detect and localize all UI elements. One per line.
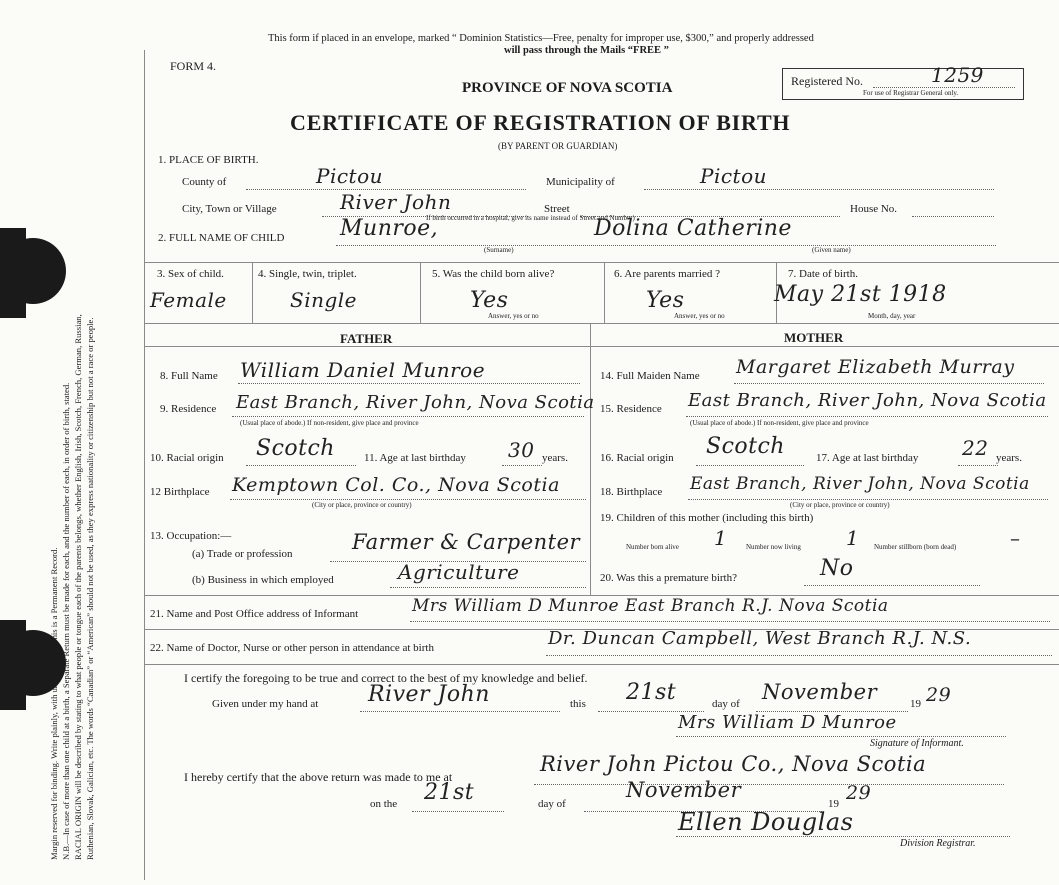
father-age: 30 — [508, 438, 535, 462]
business-line — [390, 587, 586, 588]
registrar-day-line — [412, 811, 504, 812]
registrar-place: River John Pictou Co., Nova Scotia — [540, 752, 927, 776]
informant-signature-line — [676, 736, 1006, 737]
given-year: 29 — [926, 684, 952, 706]
form-number: FORM 4. — [170, 59, 217, 73]
mother-name-line — [734, 383, 1044, 384]
margin-line-1: Margin reserved for binding. Write plainly, with unfading ink. This is a Permanent Record. — [49, 547, 59, 860]
informant-value: Mrs William D Munroe East Branch R.J. Nova Scotia — [412, 596, 889, 616]
margin-line-3: RACIAL ORIGIN will be described by stating to what people or tongue each of the parents belongs, whether English, Irish, Scotch, French, German, Russian, — [73, 314, 83, 860]
house-line — [912, 216, 994, 217]
child-given-name: Dolina Catherine — [594, 216, 792, 241]
mother-residence-caption: (Usual place of abode.) If non-resident, give place and province — [690, 419, 869, 427]
given-this-label: this — [570, 698, 586, 710]
stillborn-count-label: Number stillborn (born dead) — [874, 543, 957, 551]
rule-row3-bottom — [145, 323, 1059, 324]
street-label: Street — [544, 203, 570, 215]
born-alive-value: Yes — [470, 288, 509, 313]
father-race-label: 10. Racial origin — [150, 452, 224, 464]
postal-notice-2: will pass through the Mails “FREE ” — [504, 45, 669, 56]
parents-married-value: Yes — [646, 288, 685, 313]
mother-race-label: 16. Racial origin — [600, 452, 674, 464]
mother-name-label: 14. Full Maiden Name — [600, 370, 700, 382]
premature-line — [804, 585, 980, 586]
father-residence-line — [232, 416, 584, 417]
col-divider-3 — [604, 262, 605, 323]
registrar-statement: I hereby certify that the above return was made to me at — [184, 770, 453, 784]
informant-line — [410, 621, 1050, 622]
doctor-value: Dr. Duncan Campbell, West Branch R.J. N.S. — [548, 628, 972, 649]
hospital-note: If birth occurred in a hospital, give its name instead of Street and Number) — [426, 214, 635, 222]
mother-birthplace-line — [688, 499, 1048, 500]
center-divider — [590, 323, 591, 595]
document-title: CERTIFICATE OF REGISTRATION OF BIRTH — [290, 110, 791, 135]
registrar-on-the-label: on the — [370, 798, 398, 810]
child-surname: Munroe, — [340, 216, 439, 241]
born-alive-label: 5. Was the child born alive? — [432, 268, 555, 280]
father-name-label: 8. Full Name — [160, 370, 218, 382]
now-living-count-label: Number now living — [746, 543, 801, 551]
surname-caption: (Surname) — [484, 246, 514, 254]
children-label: 19. Children of this mother (including this birth) — [600, 512, 814, 524]
trade-value: Farmer & Carpenter — [352, 530, 581, 554]
document-subtitle: (BY PARENT OR GUARDIAN) — [498, 141, 618, 151]
father-birthplace-line — [230, 499, 586, 500]
born-alive-caption: Answer, yes or no — [488, 312, 539, 320]
registrar-only-note: For use of Registrar General only. — [863, 89, 959, 97]
left-border — [144, 50, 145, 880]
registrar-year-prefix: 19 — [828, 798, 839, 810]
father-name: William Daniel Munroe — [240, 358, 486, 382]
sex-label: 3. Sex of child. — [157, 268, 224, 280]
given-day: 21st — [626, 680, 677, 705]
given-month: November — [762, 680, 878, 704]
father-age-line — [502, 465, 542, 466]
father-heading: FATHER — [340, 331, 393, 346]
plurality-value: Single — [290, 288, 358, 312]
given-at-label: Given under my hand at — [212, 698, 319, 710]
registered-number-box — [782, 63, 1024, 100]
mother-race-line — [696, 465, 804, 466]
registrar-signature: Ellen Douglas — [678, 808, 854, 836]
father-race: Scotch — [256, 436, 335, 461]
father-race-line — [246, 465, 356, 466]
rule-row3-top — [145, 262, 1059, 263]
dob-value: May 21st 1918 — [774, 282, 947, 307]
registrar-place-line — [534, 784, 1004, 785]
mother-birthplace: East Branch, River John, Nova Scotia — [690, 474, 1030, 494]
registered-value: 1259 — [931, 63, 984, 87]
rule-parents-heading — [145, 346, 1059, 347]
registrar-signature-line — [676, 836, 1010, 837]
child-name-line — [336, 245, 996, 246]
registrar-day-of-label: day of — [538, 798, 566, 810]
dob-caption: Month, day, year — [868, 312, 916, 320]
registered-label: Registered No. — [791, 74, 863, 88]
given-at-place: River John — [368, 682, 490, 707]
city-value: River John — [340, 190, 452, 214]
city-label: City, Town or Village — [182, 203, 277, 215]
given-name-caption: (Given name) — [812, 246, 851, 254]
father-name-line — [238, 383, 580, 384]
informant-signature: Mrs William D Munroe — [678, 712, 897, 733]
col-divider-1 — [252, 262, 253, 323]
municipality-label: Municipality of — [546, 176, 615, 188]
registrar-signature-caption: Division Registrar. — [900, 838, 976, 849]
father-age-unit: years. — [542, 452, 568, 464]
premature-value: No — [820, 556, 854, 581]
father-residence-label: 9. Residence — [160, 403, 217, 415]
father-age-label: 11. Age at last birthday — [364, 452, 466, 464]
given-year-prefix: 19 — [910, 698, 921, 710]
county-label: County of — [182, 176, 227, 188]
mother-residence: East Branch, River John, Nova Scotia — [688, 390, 1047, 411]
registered-value-line — [873, 87, 1015, 88]
father-residence: East Branch, River John, Nova Scotia — [236, 392, 595, 413]
doctor-line — [546, 655, 1052, 656]
informant-label: 21. Name and Post Office address of Informant — [150, 608, 359, 620]
mother-age-unit: years. — [996, 452, 1022, 464]
county-value: Pictou — [316, 164, 384, 188]
given-at-line — [360, 711, 560, 712]
dob-label: 7. Date of birth. — [788, 268, 858, 280]
trade-label: (a) Trade or profession — [192, 548, 293, 560]
rule-certify-top — [145, 664, 1059, 665]
margin-instructions — [48, 10, 96, 860]
margin-line-4: Ruthenian, Slovak, Galician, etc. The words “Canadian” or “American” should not be used, as they express nationality or citizenship but not a race or people. — [85, 317, 95, 860]
father-birthplace: Kemptown Col. Co., Nova Scotia — [232, 474, 560, 496]
child-name-label: 2. FULL NAME OF CHILD — [158, 232, 285, 244]
occupation-label: 13. Occupation:— — [150, 530, 232, 542]
business-label: (b) Business in which employed — [192, 574, 334, 586]
registrar-day: 21st — [424, 780, 475, 805]
now-living-count: 1 — [846, 526, 860, 550]
born-alive-count: 1 — [714, 526, 728, 550]
doctor-label: 22. Name of Doctor, Nurse or other person in attendance at birth — [150, 642, 434, 654]
mother-age: 22 — [962, 436, 989, 460]
born-alive-count-label: Number born alive — [626, 543, 679, 551]
parents-married-caption: Answer, yes or no — [674, 312, 725, 320]
sex-value: Female — [150, 288, 227, 312]
informant-signature-caption: Signature of Informant. — [870, 738, 964, 749]
father-birthplace-label: 12 Birthplace — [150, 486, 210, 498]
father-residence-caption: (Usual place of abode.) If non-resident, give place and province — [240, 419, 419, 427]
province-heading: PROVINCE OF NOVA SCOTIA — [462, 80, 673, 96]
premature-label: 20. Was this a premature birth? — [600, 572, 737, 584]
house-label: House No. — [850, 203, 898, 215]
mother-birthplace-caption: (City or place, province or country) — [790, 501, 890, 509]
certify-statement: I certify the foregoing to be true and correct to the best of my knowledge and belief. — [184, 671, 588, 685]
mother-name: Margaret Elizabeth Murray — [736, 356, 1015, 378]
business-value: Agriculture — [398, 560, 520, 584]
mother-heading: MOTHER — [784, 330, 844, 345]
plurality-label: 4. Single, twin, triplet. — [258, 268, 357, 280]
mother-birthplace-label: 18. Birthplace — [600, 486, 663, 498]
municipality-line — [644, 189, 994, 190]
father-birthplace-caption: (City or place, province or country) — [312, 501, 412, 509]
given-day-of-label: day of — [712, 698, 740, 710]
mother-residence-line — [686, 416, 1048, 417]
col-divider-2 — [420, 262, 421, 323]
place-of-birth-label: 1. PLACE OF BIRTH. — [158, 154, 259, 166]
margin-line-2: N.B.—In case of more than one child at a birth, a Separate Return must be made for each, and the number of each, in order of birth, stated. — [61, 382, 71, 860]
postal-notice-1: This form if placed in an envelope, marked “ Dominion Statistics—Free, penalty for improper use, $300,” and properly addressed — [268, 33, 814, 44]
mother-age-label: 17. Age at last birthday — [816, 452, 919, 464]
stillborn-count: – — [1010, 526, 1021, 550]
registrar-year: 29 — [846, 782, 872, 804]
mother-race: Scotch — [706, 434, 785, 459]
registrar-month: November — [626, 778, 742, 802]
parents-married-label: 6. Are parents married ? — [614, 268, 720, 280]
municipality-value: Pictou — [700, 164, 768, 188]
mother-residence-label: 15. Residence — [600, 403, 662, 415]
mother-age-line — [958, 465, 998, 466]
